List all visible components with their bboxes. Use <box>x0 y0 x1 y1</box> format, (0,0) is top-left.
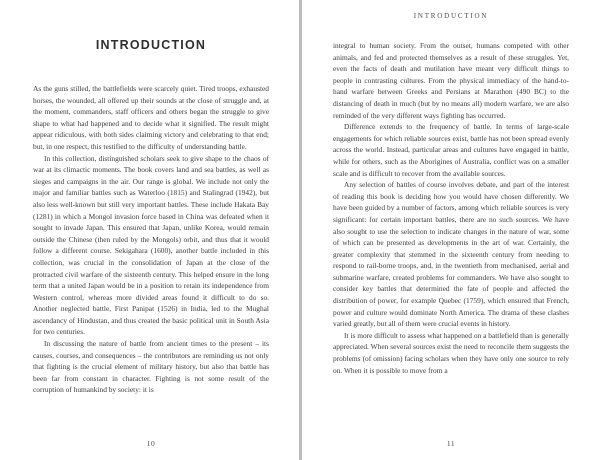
paragraph: In discussing the nature of battle from ancient times to the present – its causes, courses, and consequences – the contributors are reminding us not only that fighting is the crucial element of military history, but also that battle has been far from constant in character. Fighting is not some result of the corruption of humankind by society: it is <box>33 339 269 395</box>
running-head: INTRODUCTION <box>413 12 489 20</box>
paragraph: In this collection, distinguished scholars seek to give shape to the chaos of war at its climactic moments. The book covers land and sea battles, as well as sieges and campaigns in the air. Our range is global. We include not only the major and familiar battles such as Waterloo (1815) and Stalingrad (1942), but also less well-known but still very important battles. These include Hakata Bay (1281) in which a Mongol invasion force based in China was defeated when it sought to invade Japan. This ensured that Japan, unlike Korea, would remain outside the Chinese (then ruled by the Mongols) orbit, and thus that it would follow a different course. Sekigahara (1600), another battle included in this collection, was crucial in the consolidation of Japan at the close of the protracted civil warfare of the sixteenth century. This helped ensure in the long term that a united Japan would be in a position to retain its independence from Western control, whereas more divided areas found it difficult to do so. Another neglected battle, First Panipat (1526) in India, led to the Mughal ascendancy of Hindustan, and thus created the basic political unit in South Asia for two centuries. <box>33 153 269 337</box>
spine-divider <box>299 0 302 460</box>
paragraph: As the guns stilled, the battlefields were scarcely quiet. Tired troops, exhausted horses, the wounded, all offered up their sounds at the close of struggle and, at the moment, commanders, staff officers and others began the struggle to give shape to what had happened and to decide what it signified. The result might appear ridiculous, with both sides claiming victory and celebrating to that end; but, in one respect, this testified to the difficulty of understanding battle. <box>33 84 269 151</box>
left-page <box>33 0 269 460</box>
right-page <box>333 0 569 460</box>
left-page-number: 10 <box>146 439 156 448</box>
paragraph: It is more difficult to assess what happened on a battlefield than is generally appreciated. When several sources exist the need to reconcile them suggests the problems (of omission) facing scholars when they have only one source to rely on. When it is possible to move from a <box>333 330 569 375</box>
paragraph: integral to human society. From the outset, humans competed with other animals, and fed and protected themselves as a result of these struggles. Yet, even the facts of death and mutilation have meant very difficult things to people in contrasting cultures. From the physical immediacy of the hand-to-hand warfare between Greeks and Persians at Marathon (490 BC) to the distancing of death in much (but by no means all) modern warfare, we are also reminded of the very different ways fighting has occurred. <box>333 41 569 120</box>
chapter-title: INTRODUCTION <box>95 38 207 52</box>
left-page-body <box>33 83 269 396</box>
right-page-body <box>333 40 569 376</box>
paragraph: Difference extends to the frequency of battle. In terms of large-scale engagements for which reliable sources exist, battle has not been spread evenly across the world. Instead, particular areas and cultures have engaged in battle, while for others, such as the Aborigines of Australia, conflict was on a smaller scale and is difficult to recover from the available sources. <box>333 122 569 178</box>
paragraph: Any selection of battles of course involves debate, and part of the interest of reading this book is deciding how you would have chosen differently. We have been guided by a number of factors, among which reliable sources is very significant: for certain important battles, there are no such sources. We have also sought to use the selection to indicate changes in the nature of war, some of which can be presented as developments in the art of war. Certainly, the greater complexity that stemmed in the sixteenth century from needing to respond to rail-borne troops, and, in the twentieth from mechanised, aerial and submarine warfare, created problems for commanders. We have also sought to consider key battles that determined the fate of people and affected the distribution of power, for example Quebec (1759), which ensured that French, power and culture would dominate North America. The drama of these clashes varied greatly, but all of them were crucial events in history. <box>333 180 569 329</box>
right-page-number: 11 <box>446 439 456 448</box>
